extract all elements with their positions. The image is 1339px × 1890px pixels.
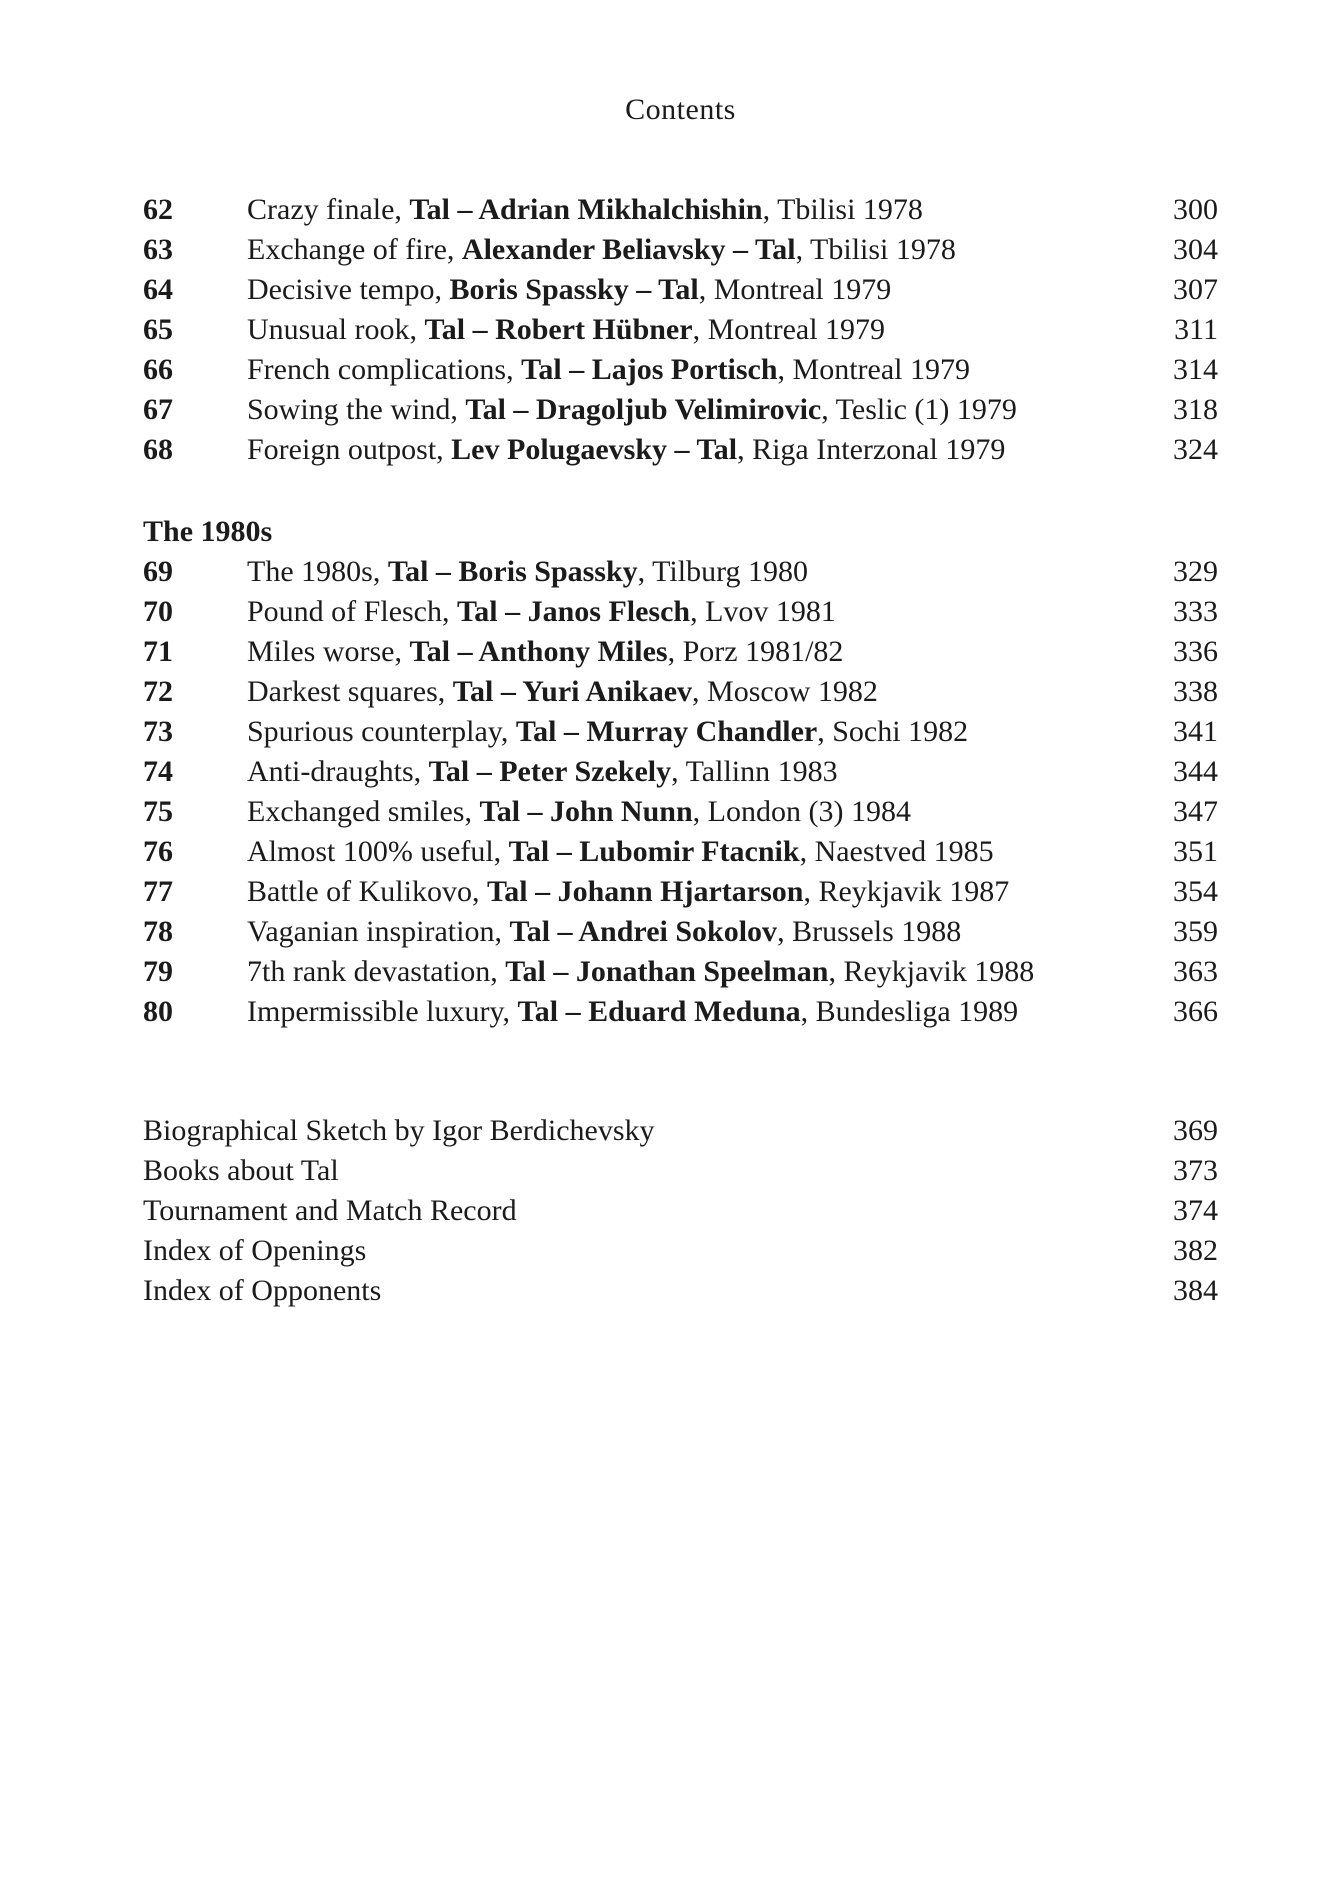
entry-title-prefix: Exchanged smiles,: [247, 795, 480, 828]
entry-number: 71: [143, 635, 173, 668]
toc-entry: [143, 270, 1218, 310]
entry-title-suffix: , Montreal 1979: [698, 273, 892, 306]
entry-title-prefix: Vaganian inspiration,: [247, 915, 510, 948]
toc-entry: [143, 632, 1218, 672]
toc-entry: [143, 992, 1218, 1032]
entry-title: [247, 310, 1158, 350]
toc-entry: [143, 912, 1218, 952]
entry-title-suffix: , Teslic (1) 1979: [821, 393, 1017, 426]
back-matter-label: Index of Opponents: [143, 1274, 382, 1307]
entry-title-suffix: , Reykjavik 1988: [828, 955, 1035, 988]
entry-title: [247, 672, 1158, 712]
toc-entry: [143, 310, 1218, 350]
entry-title-prefix: 7th rank devastation,: [247, 955, 506, 988]
entry-players: Tal – Andrei Sokolov: [509, 915, 778, 948]
entry-title-suffix: , Montreal 1979: [692, 313, 886, 346]
entry-title-suffix: , Montreal 1979: [777, 353, 970, 386]
entry-page-number: 314: [1173, 353, 1218, 386]
entry-title-suffix: , London (3) 1984: [692, 795, 911, 828]
entry-title-prefix: Spurious counterplay,: [247, 715, 516, 748]
back-matter-page: 373: [1173, 1154, 1218, 1187]
entry-players: Tal – Boris Spassky: [387, 555, 638, 588]
entry-title-suffix: , Lvov 1981: [690, 595, 836, 628]
toc-entry: [143, 712, 1218, 752]
entry-page-number: 311: [1174, 313, 1218, 346]
back-matter-item: [143, 1151, 1218, 1191]
entry-title-prefix: Unusual rook,: [247, 313, 425, 346]
entry-number: 72: [143, 675, 173, 708]
entry-title: [247, 912, 1158, 952]
entry-title-suffix: , Moscow 1982: [692, 675, 878, 708]
entry-title-prefix: Foreign outpost,: [247, 433, 452, 466]
back-matter-page: 374: [1173, 1194, 1218, 1227]
toc-entry: [143, 390, 1218, 430]
entry-title-prefix: The 1980s,: [247, 555, 388, 588]
entry-page-number: 307: [1173, 273, 1218, 306]
entry-title: [247, 952, 1158, 992]
entry-players: Tal – John Nunn: [479, 795, 693, 828]
entry-title: [247, 712, 1158, 752]
back-matter-list: [143, 1111, 1218, 1311]
entry-title-prefix: Pound of Flesch,: [247, 595, 457, 628]
entry-players: Tal – Dragoljub Velimirovic: [465, 393, 822, 426]
back-matter-page: 382: [1173, 1234, 1218, 1267]
back-matter-page: 384: [1173, 1274, 1218, 1307]
entry-title-prefix: Battle of Kulikovo,: [247, 875, 487, 908]
toc-entry: [143, 430, 1218, 470]
entry-title: [247, 992, 1158, 1032]
toc-entry: [143, 752, 1218, 792]
toc-entry: [143, 832, 1218, 872]
entry-number: 75: [143, 795, 173, 828]
entry-title-prefix: Almost 100% useful,: [247, 835, 509, 868]
entry-title: [247, 552, 1158, 592]
entry-title-prefix: Darkest squares,: [247, 675, 453, 708]
entry-title-prefix: Crazy finale,: [247, 193, 410, 226]
entry-number: 80: [143, 995, 173, 1028]
toc-entry: [143, 190, 1218, 230]
entry-players: Boris Spassky – Tal: [449, 273, 699, 306]
entry-title-suffix: , Reykjavik 1987: [803, 875, 1010, 908]
entry-players: Tal – Lubomir Ftacnik: [508, 835, 800, 868]
entry-page-number: 359: [1173, 915, 1218, 948]
entry-title: [247, 832, 1158, 872]
entry-players: Tal – Adrian Mikhalchishin: [409, 193, 763, 226]
entry-page-number: 324: [1173, 433, 1218, 466]
back-matter-page: 369: [1173, 1114, 1218, 1147]
entry-number: 73: [143, 715, 173, 748]
entry-page-number: 333: [1173, 595, 1218, 628]
entry-title: [247, 872, 1158, 912]
entry-title: [247, 190, 1158, 230]
entry-page-number: 344: [1173, 755, 1218, 788]
entry-number: 77: [143, 875, 173, 908]
entry-number: 76: [143, 835, 173, 868]
toc-section-1980s: [143, 552, 1218, 1032]
section-heading-1980s: The 1980s: [143, 515, 273, 548]
entry-title-prefix: Sowing the wind,: [247, 393, 466, 426]
entry-number: 65: [143, 313, 173, 346]
entry-title-prefix: Anti-draughts,: [247, 755, 429, 788]
entry-title: [247, 632, 1158, 672]
entry-players: Tal – Robert Hübner: [424, 313, 693, 346]
entry-title-suffix: , Tallinn 1983: [671, 755, 838, 788]
toc-entry: [143, 230, 1218, 270]
back-matter-label: Biographical Sketch by Igor Berdichevsky: [143, 1114, 655, 1147]
entry-number: 69: [143, 555, 173, 588]
entry-number: 67: [143, 393, 173, 426]
entry-number: 70: [143, 595, 173, 628]
entry-title-prefix: Exchange of fire,: [247, 233, 462, 266]
entry-page-number: 354: [1173, 875, 1218, 908]
entry-number: 62: [143, 193, 173, 226]
back-matter-label: Books about Tal: [143, 1154, 339, 1187]
entry-number: 63: [143, 233, 173, 266]
entry-players: Tal – Jonathan Speelman: [505, 955, 829, 988]
toc-section-1970s: [143, 190, 1218, 470]
entry-page-number: 338: [1173, 675, 1218, 708]
entry-players: Tal – Johann Hjartarson: [486, 875, 804, 908]
entry-page-number: 363: [1173, 955, 1218, 988]
entry-page-number: 341: [1173, 715, 1218, 748]
entry-number: 68: [143, 433, 173, 466]
entry-title-suffix: , Porz 1981/82: [667, 635, 844, 668]
entry-title: [247, 592, 1158, 632]
entry-title-suffix: , Bundesliga 1989: [800, 995, 1019, 1028]
entry-players: Tal – Eduard Meduna: [517, 995, 801, 1028]
entry-title: [247, 350, 1158, 390]
entry-number: 64: [143, 273, 173, 306]
back-matter-label: Index of Openings: [143, 1234, 367, 1267]
entry-page-number: 300: [1173, 193, 1218, 226]
toc-entry: [143, 552, 1218, 592]
toc-entry: [143, 672, 1218, 712]
entry-page-number: 329: [1173, 555, 1218, 588]
entry-title-suffix: , Tilburg 1980: [637, 555, 809, 588]
entry-number: 74: [143, 755, 173, 788]
entry-page-number: 318: [1173, 393, 1218, 426]
entry-title-suffix: , Brussels 1988: [777, 915, 962, 948]
entry-title: [247, 792, 1158, 832]
entry-players: Alexander Beliavsky – Tal: [461, 233, 796, 266]
entry-players: Tal – Murray Chandler: [515, 715, 818, 748]
entry-title-prefix: Miles worse,: [247, 635, 410, 668]
entry-page-number: 304: [1173, 233, 1218, 266]
toc-entry: [143, 952, 1218, 992]
toc-entry: [143, 592, 1218, 632]
entry-title-prefix: French complications,: [247, 353, 522, 386]
entry-page-number: 351: [1173, 835, 1218, 868]
entry-page-number: 347: [1173, 795, 1218, 828]
entry-number: 66: [143, 353, 173, 386]
entry-number: 78: [143, 915, 173, 948]
back-matter-item: [143, 1231, 1218, 1271]
entry-players: Tal – Yuri Anikaev: [452, 675, 693, 708]
entry-title-suffix: , Riga Interzonal 1979: [737, 433, 1006, 466]
entry-title: [247, 230, 1158, 270]
back-matter-label: Tournament and Match Record: [143, 1194, 517, 1227]
back-matter-item: [143, 1191, 1218, 1231]
entry-players: Tal – Peter Szekely: [428, 755, 672, 788]
page-title: Contents: [625, 93, 736, 126]
entry-title: [247, 390, 1158, 430]
entry-title: [247, 752, 1158, 792]
entry-players: Tal – Anthony Miles: [409, 635, 668, 668]
entry-players: Tal – Janos Flesch: [457, 595, 691, 628]
entry-title: [247, 430, 1158, 470]
entry-title-prefix: Impermissible luxury,: [247, 995, 518, 1028]
entry-title-suffix: , Sochi 1982: [817, 715, 969, 748]
book-page: [143, 0, 1218, 1311]
entry-title-suffix: , Tbilisi 1978: [795, 233, 956, 266]
toc-entry: [143, 350, 1218, 390]
entry-title-suffix: , Naestved 1985: [799, 835, 994, 868]
toc-entry: [143, 872, 1218, 912]
entry-title-suffix: , Tbilisi 1978: [762, 193, 923, 226]
entry-title-prefix: Decisive tempo,: [247, 273, 450, 306]
entry-number: 79: [143, 955, 173, 988]
entry-title: [247, 270, 1158, 310]
back-matter-item: [143, 1271, 1218, 1311]
entry-players: Tal – Lajos Portisch: [521, 353, 778, 386]
back-matter-item: [143, 1111, 1218, 1151]
toc-entry: [143, 792, 1218, 832]
entry-players: Lev Polugaevsky – Tal: [451, 433, 738, 466]
entry-page-number: 336: [1173, 635, 1218, 668]
entry-page-number: 366: [1173, 995, 1218, 1028]
